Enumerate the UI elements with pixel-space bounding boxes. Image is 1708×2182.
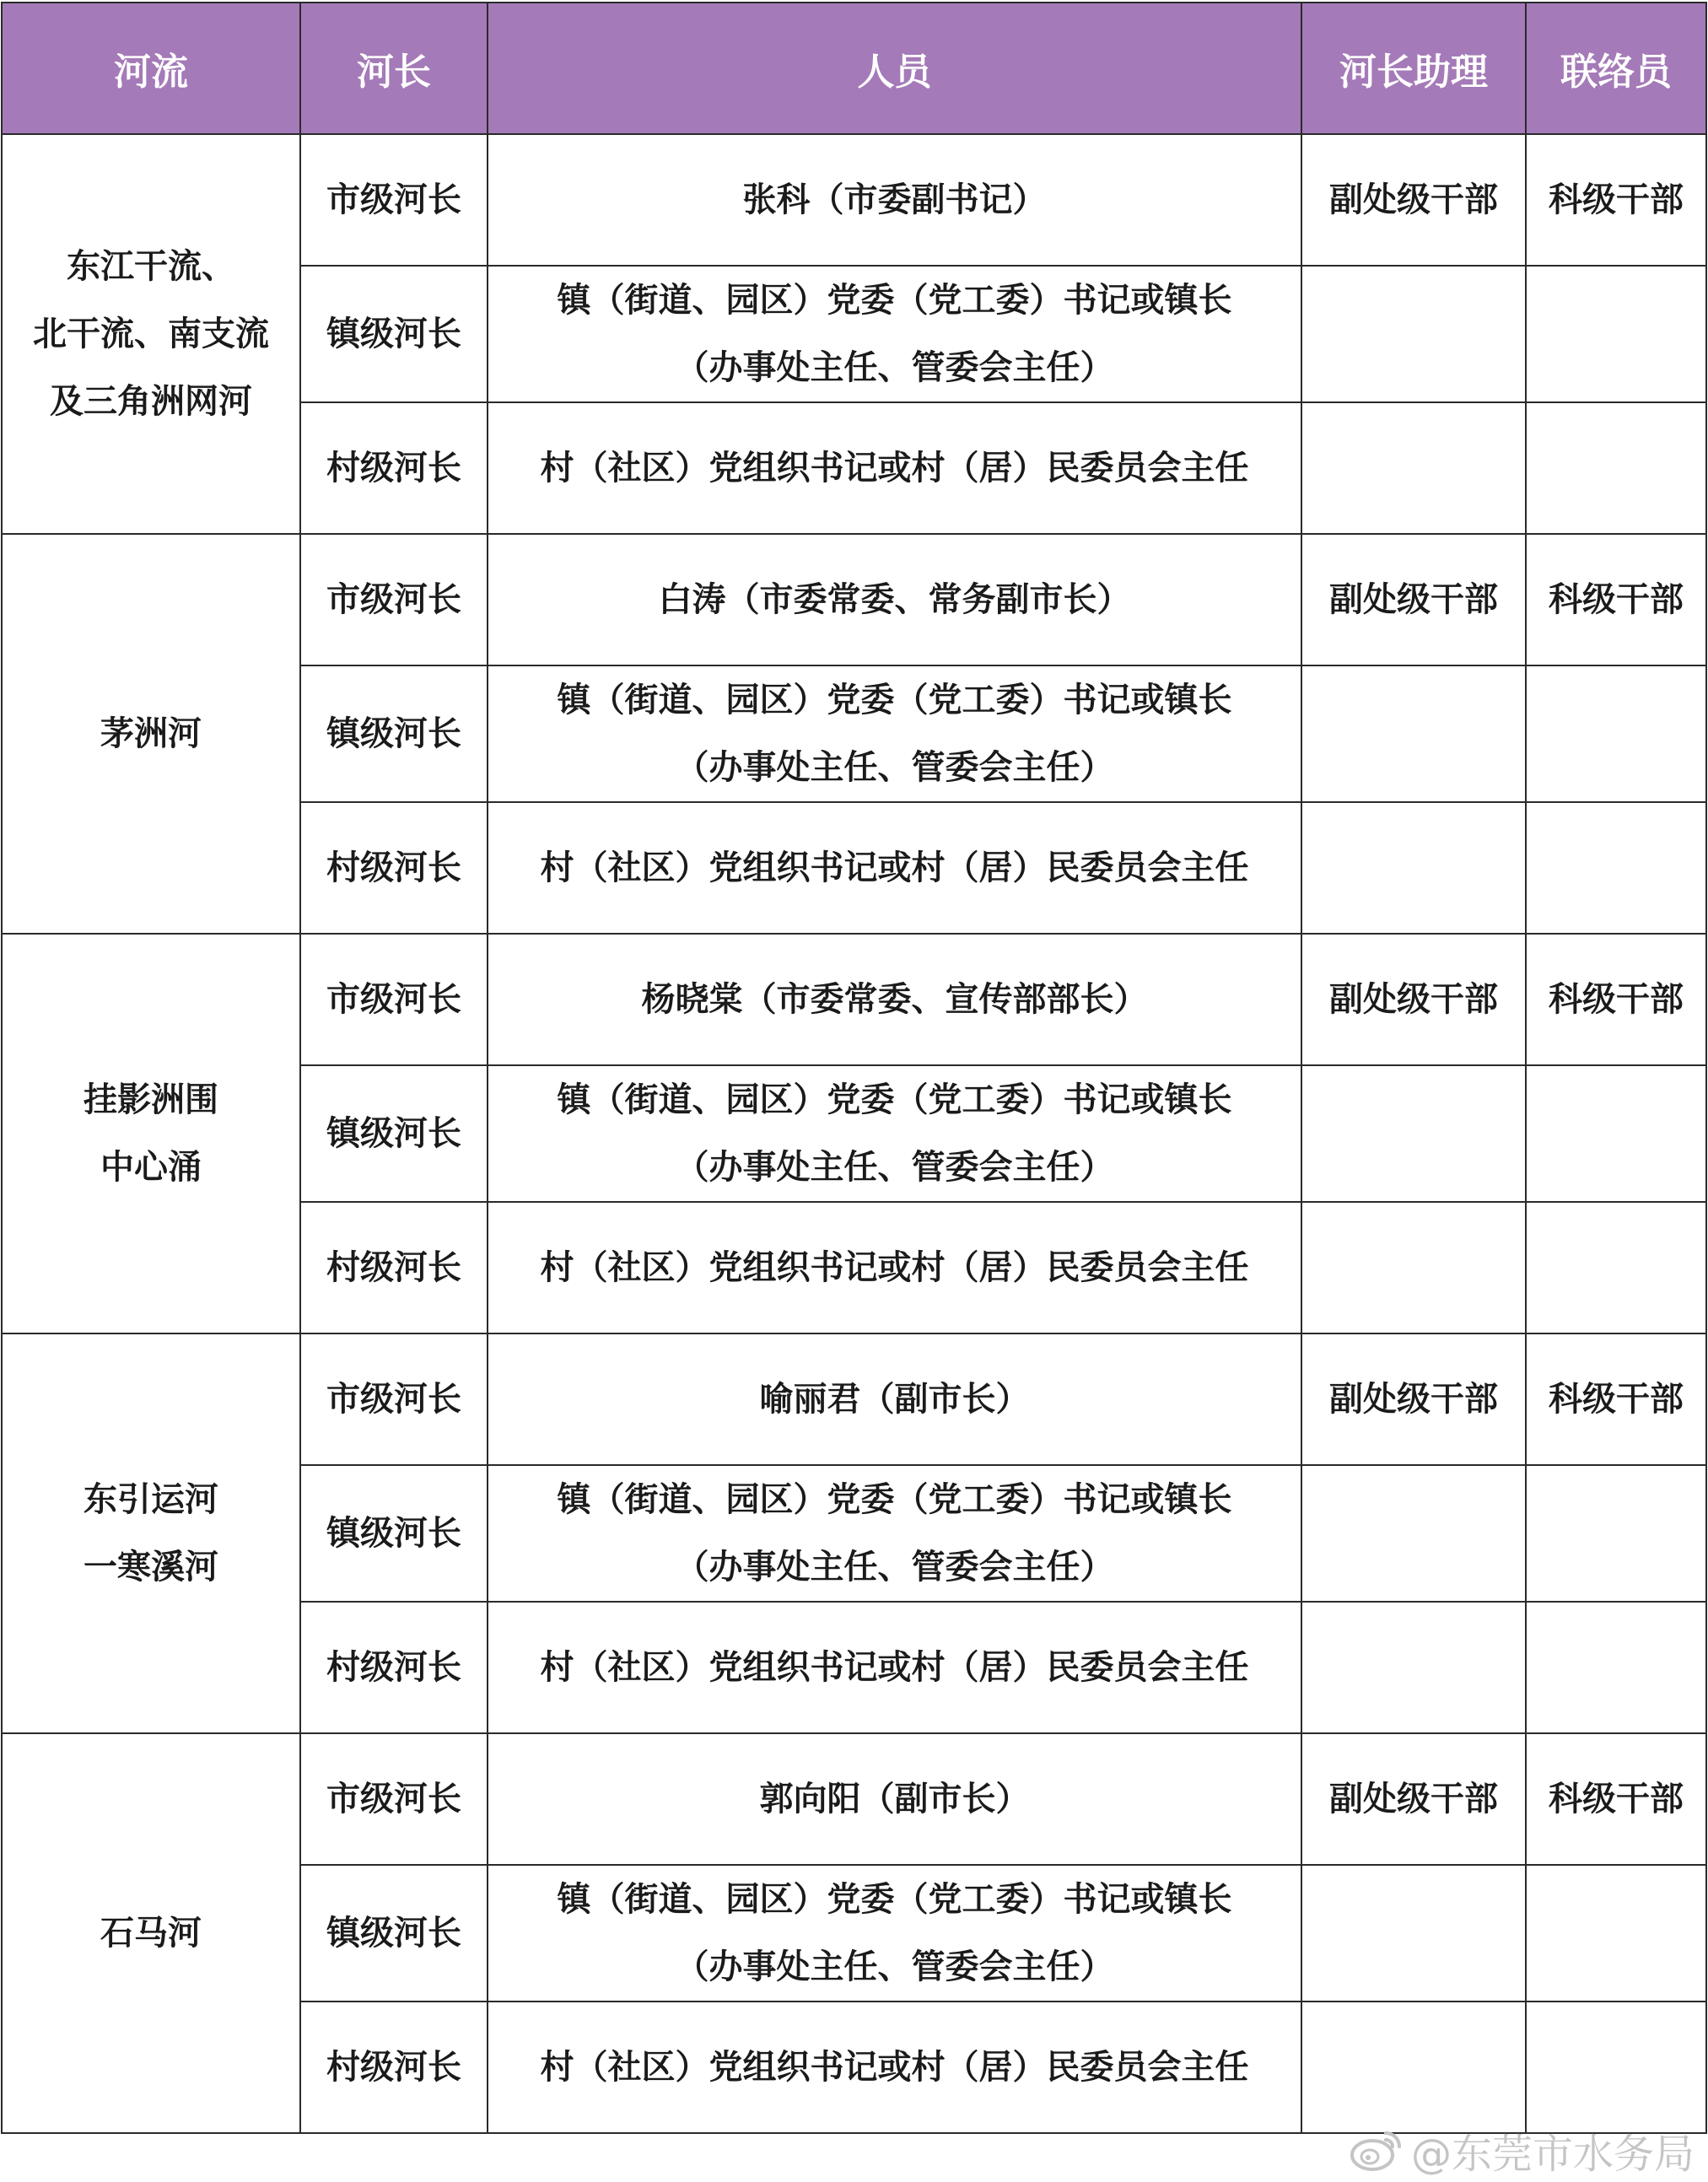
assistant-cell: [1301, 802, 1526, 934]
table-row: [2, 934, 1706, 1065]
table-row: [2, 534, 1706, 665]
liaison-cell: 科级干部: [1526, 934, 1706, 1065]
assistant-cell: [1301, 1202, 1526, 1333]
liaison-cell: 科级干部: [1526, 1733, 1706, 1865]
table-row: [2, 134, 1706, 266]
watermark-text: @东莞市水务局: [1410, 2130, 1695, 2178]
assistant-cell: 副处级干部: [1301, 534, 1526, 665]
person-cell: 村（社区）党组织书记或村（居）民委员会主任: [488, 1602, 1301, 1733]
liaison-cell: [1526, 402, 1706, 534]
chief-level-cell: 镇级河长: [300, 266, 488, 402]
liaison-cell: [1526, 1065, 1706, 1202]
person-cell: 镇（街道、园区）党委（党工委）书记或镇长 （办事处主任、管委会主任）: [488, 266, 1301, 402]
assistant-cell: [1301, 1865, 1526, 2002]
person-cell: 镇（街道、园区）党委（党工委）书记或镇长 （办事处主任、管委会主任）: [488, 1065, 1301, 1202]
person-cell: 郭向阳（副市长）: [488, 1733, 1301, 1865]
liaison-cell: [1526, 1202, 1706, 1333]
assistant-cell: 副处级干部: [1301, 1733, 1526, 1865]
person-cell: 杨晓棠（市委常委、宣传部部长）: [488, 934, 1301, 1065]
header-liaison: 联络员: [1526, 3, 1706, 134]
liaison-cell: [1526, 802, 1706, 934]
person-cell: 镇（街道、园区）党委（党工委）书记或镇长 （办事处主任、管委会主任）: [488, 1865, 1301, 2002]
assistant-cell: [1301, 1602, 1526, 1733]
chief-level-cell: 市级河长: [300, 1733, 488, 1865]
table-row: [2, 1733, 1706, 1865]
person-cell: 村（社区）党组织书记或村（居）民委员会主任: [488, 802, 1301, 934]
chief-level-cell: 村级河长: [300, 402, 488, 534]
chief-level-cell: 市级河长: [300, 534, 488, 665]
header-row: [2, 3, 1706, 134]
person-cell: 村（社区）党组织书记或村（居）民委员会主任: [488, 402, 1301, 534]
river-chief-table: [1, 2, 1707, 2134]
river-name-cell: 东江干流、 北干流、南支流 及三角洲网河: [2, 134, 300, 534]
chief-level-cell: 村级河长: [300, 2002, 488, 2133]
liaison-cell: [1526, 1465, 1706, 1602]
chief-level-cell: 市级河长: [300, 1333, 488, 1465]
chief-level-cell: 镇级河长: [300, 1065, 488, 1202]
river-name-cell: 石马河: [2, 1733, 300, 2133]
liaison-cell: [1526, 665, 1706, 802]
chief-level-cell: 镇级河长: [300, 1865, 488, 2002]
weibo-icon: [1350, 2128, 1404, 2172]
assistant-cell: 副处级干部: [1301, 934, 1526, 1065]
person-cell: 喻丽君（副市长）: [488, 1333, 1301, 1465]
header-assistant: 河长助理: [1301, 3, 1526, 134]
assistant-cell: 副处级干部: [1301, 134, 1526, 266]
table-row: [2, 1333, 1706, 1465]
river-name-cell: 挂影洲围 中心涌: [2, 934, 300, 1333]
header-river: 河流: [2, 3, 300, 134]
table-body: [2, 134, 1706, 2133]
chief-level-cell: 村级河长: [300, 802, 488, 934]
liaison-cell: [1526, 1602, 1706, 1733]
person-cell: 镇（街道、园区）党委（党工委）书记或镇长 （办事处主任、管委会主任）: [488, 665, 1301, 802]
chief-level-cell: 镇级河长: [300, 1465, 488, 1602]
assistant-cell: [1301, 1065, 1526, 1202]
chief-level-cell: 村级河长: [300, 1202, 488, 1333]
liaison-cell: 科级干部: [1526, 134, 1706, 266]
assistant-cell: [1301, 665, 1526, 802]
person-cell: 村（社区）党组织书记或村（居）民委员会主任: [488, 1202, 1301, 1333]
header-person: 人员: [488, 3, 1301, 134]
watermark: [1350, 2120, 1695, 2180]
chief-level-cell: 镇级河长: [300, 665, 488, 802]
person-cell: 张科（市委副书记）: [488, 134, 1301, 266]
liaison-cell: [1526, 1865, 1706, 2002]
assistant-cell: [1301, 1465, 1526, 1602]
person-cell: 白涛（市委常委、常务副市长）: [488, 534, 1301, 665]
assistant-cell: 副处级干部: [1301, 1333, 1526, 1465]
river-name-cell: 东引运河 一寒溪河: [2, 1333, 300, 1733]
assistant-cell: [1301, 266, 1526, 402]
river-name-cell: 茅洲河: [2, 534, 300, 934]
person-cell: 镇（街道、园区）党委（党工委）书记或镇长 （办事处主任、管委会主任）: [488, 1465, 1301, 1602]
chief-level-cell: 市级河长: [300, 934, 488, 1065]
chief-level-cell: 村级河长: [300, 1602, 488, 1733]
assistant-cell: [1301, 402, 1526, 534]
chief-level-cell: 市级河长: [300, 134, 488, 266]
liaison-cell: [1526, 2002, 1706, 2133]
liaison-cell: 科级干部: [1526, 1333, 1706, 1465]
assistant-cell: [1301, 2002, 1526, 2133]
liaison-cell: [1526, 266, 1706, 402]
liaison-cell: 科级干部: [1526, 534, 1706, 665]
header-chief: 河长: [300, 3, 488, 134]
person-cell: 村（社区）党组织书记或村（居）民委员会主任: [488, 2002, 1301, 2133]
